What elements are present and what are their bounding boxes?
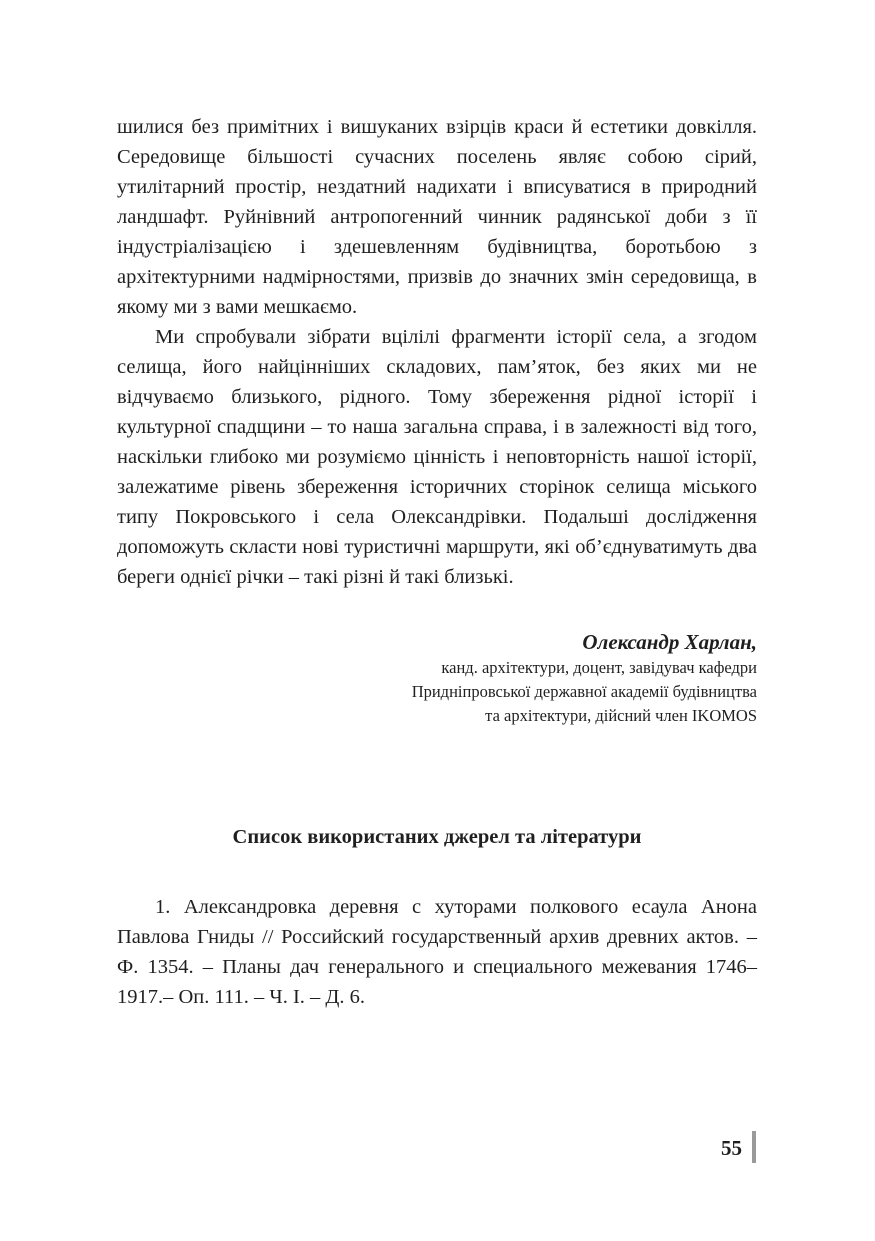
page-number: 55 bbox=[721, 1136, 742, 1160]
page-number-rule bbox=[752, 1131, 756, 1163]
reference-item-1: 1. Александровка деревня с хуторами полкового есаула Анона Павлова Гниды // Российский государственный архив древних актов. – Ф. 1354. – Планы дач генерального и специального межевания 1746–1917.– Оп. 111. – Ч. І. – Д. 6. bbox=[117, 896, 757, 1008]
references-heading: Список використаних джерел та літератури bbox=[232, 826, 642, 848]
references-list bbox=[117, 892, 757, 1012]
page-content bbox=[117, 112, 757, 1012]
author-credential-line-3: та архітектури, дійсний член ІKOMOS bbox=[485, 706, 757, 725]
author-name: Олександр Харлан, bbox=[582, 630, 757, 654]
body-paragraph-1: шилися без примітних і вишуканих взірців краси й естетики довкілля. Середовище більшості сучасних поселень являє собою сірий, утилітарний простір, нездатний надихати і вписуватися в природний ландшафт. Руйнівний антропогенний чинник радянської доби з її індустріалізацією і здешевленням будівництва, боротьбою з архітектурними надмірностями, призвів до значних змін середовища, в якому ми з вами мешкаємо. bbox=[117, 116, 757, 318]
author-credential-line-2: Придніпровської державної академії будівництва bbox=[411, 682, 757, 701]
author-signature bbox=[117, 628, 757, 728]
body-paragraph-2: Ми спробували зібрати вцілілі фрагменти історії села, а згодом селища, його найцінніших складових, пам’яток, без яких ми не відчуваємо близького, рідного. Тому збереження рідної історії і культурної спадщини – то наша загальна справа, і в залежності від того, наскільки глибоко ми розуміємо цінність і неповторність нашої історії, залежатиме рівень збереження історичних сторінок селища міського типу Покровського і села Олександрівки. Подальші дослідження допоможуть скласти нові туристичні маршрути, які об’єднуватимуть два береги однієї річки – такі різні й такі близькі. bbox=[117, 326, 757, 588]
author-credential-line-1: канд. архітектури, доцент, завідувач кафедри bbox=[441, 658, 757, 677]
